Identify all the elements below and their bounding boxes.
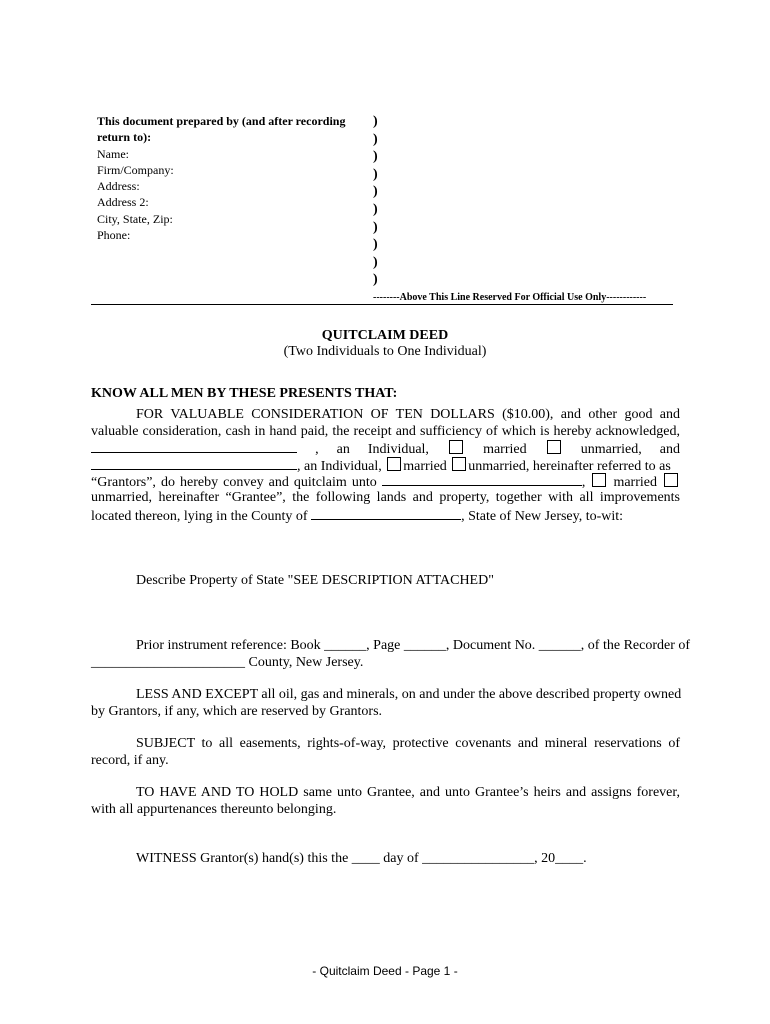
consideration-line-5 <box>91 473 680 490</box>
county-blank[interactable] <box>311 507 461 520</box>
phone-label: Phone: <box>97 228 131 243</box>
paren: ) <box>373 219 378 235</box>
an-individual-text: , an Individual, <box>315 442 429 458</box>
prior-line-1: Prior instrument reference: Book ______, Page ______, Document No. ______, of the Recorder of <box>136 638 691 653</box>
less-except-line-1: LESS AND EXCEPT all oil, gas and minerals, on and under the above described property owned <box>136 687 682 702</box>
city-state-zip-label: City, State, Zip: <box>97 211 173 226</box>
grantor-1-married-checkbox[interactable] <box>449 440 463 454</box>
paren: ) <box>373 149 378 165</box>
grantor-2-blank[interactable] <box>91 457 297 470</box>
recording-divider <box>91 304 673 305</box>
consideration-paragraph <box>91 407 680 523</box>
witness-paragraph <box>91 851 680 868</box>
grantor-1-unmarried-checkbox[interactable] <box>547 440 561 454</box>
paren: ) <box>373 166 378 182</box>
habendum-line-1: TO HAVE AND TO HOLD same unto Grantee, and unto Grantee’s heirs and assigns forever, <box>136 785 680 800</box>
subject-line-2: record, if any. <box>91 752 169 768</box>
paren: ) <box>373 272 378 288</box>
unmarried-referred-text: unmarried, hereinafter referred to as <box>468 458 671 474</box>
married-text: married <box>483 442 527 458</box>
deed-title: QUITCLAIM DEED <box>321 328 449 343</box>
paren: ) <box>373 201 378 217</box>
grantor-2-unmarried-checkbox[interactable] <box>452 457 466 471</box>
describe-property-text: Describe Property of State "SEE DESCRIPTION ATTACHED" <box>136 573 494 588</box>
address-label: Address: <box>97 179 140 194</box>
subject-paragraph <box>91 736 680 769</box>
consideration-line-3 <box>91 440 680 457</box>
name-label: Name: <box>97 146 129 161</box>
prior-instrument-paragraph <box>91 638 691 671</box>
page-footer: - Quitclaim Deed - Page 1 - <box>312 964 458 978</box>
paren-column <box>373 113 378 289</box>
consideration-line-6: unmarried, hereinafter “Grantee”, the following lands and property, together with all improvements <box>91 489 680 505</box>
deed-subtitle: (Two Individuals to One Individual) <box>283 344 487 359</box>
consideration-line-7 <box>91 507 680 524</box>
prepared-by-label: This document prepared by (and after recording <box>97 114 346 128</box>
return-to-label: return to): <box>97 130 152 145</box>
less-except-paragraph <box>91 687 680 720</box>
state-text: , State of New Jersey, to-wit: <box>461 508 624 524</box>
grantors-convey-text: “Grantors”, do hereby convey and quitclaim unto <box>91 475 377 491</box>
witness-line: WITNESS Grantor(s) hand(s) this the ____ day of ________________, 20____. <box>136 851 587 866</box>
describe-property <box>91 573 680 590</box>
an-individual-text: , an Individual, <box>297 458 382 474</box>
located-text: located thereon, lying in the County of <box>91 508 308 524</box>
prior-line-2: ______________________ County, New Jersey. <box>91 654 364 670</box>
consideration-line-1: FOR VALUABLE CONSIDERATION OF TEN DOLLARS ($10.00), and other good and <box>136 407 680 422</box>
address2-label: Address 2: <box>97 195 149 210</box>
know-all-men-heading: KNOW ALL MEN BY THESE PRESENTS THAT: <box>91 386 398 401</box>
paren: ) <box>373 114 378 129</box>
paren: ) <box>373 237 378 253</box>
grantor-1-blank[interactable] <box>91 440 297 453</box>
grantee-unmarried-checkbox[interactable] <box>664 473 678 487</box>
firm-label: Firm/Company: <box>97 162 174 177</box>
paren: ) <box>373 131 378 147</box>
habendum-line-2: with all appurtenances thereunto belonging. <box>91 801 337 817</box>
paren: ) <box>373 184 378 200</box>
grantor-2-married-checkbox[interactable] <box>387 457 401 471</box>
official-use-line: --------Above This Line Reserved For Official Use Only------------ <box>373 292 647 303</box>
consideration-line-2: valuable consideration, cash in hand paid, the receipt and sufficiency of which is hereby acknowledged, <box>91 423 680 439</box>
comma: , <box>581 475 586 491</box>
subject-line-1: SUBJECT to all easements, rights-of-way, protective covenants and mineral reservations of <box>136 736 680 751</box>
married-text: married <box>613 475 657 491</box>
married-text: married <box>403 458 447 474</box>
habendum-paragraph <box>91 785 680 818</box>
grantee-married-checkbox[interactable] <box>592 473 606 487</box>
grantee-blank[interactable] <box>382 473 582 486</box>
unmarried-and-text: unmarried, and <box>580 442 681 458</box>
preparer-block <box>97 113 345 243</box>
consideration-line-4 <box>91 457 680 474</box>
paren: ) <box>373 254 378 270</box>
less-except-line-2: by Grantors, if any, which are reserved by Grantors. <box>91 703 383 719</box>
